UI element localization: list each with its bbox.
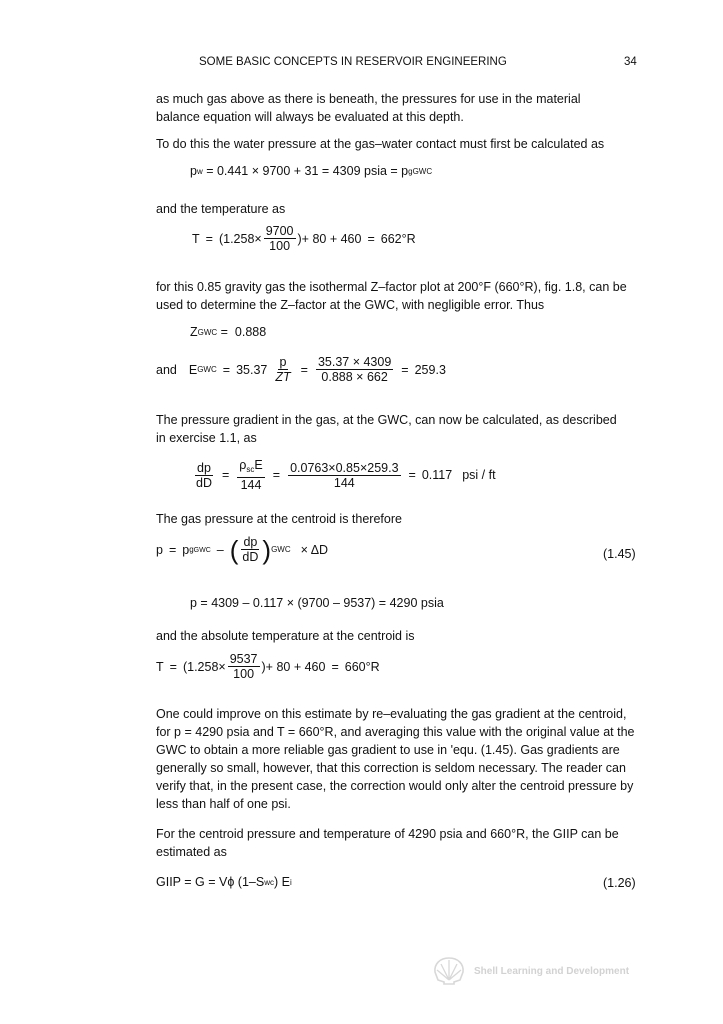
paragraph: and the absolute temperature at the centroid is: [156, 629, 415, 643]
paragraph: The gas pressure at the centroid is therefore: [156, 512, 402, 526]
brand-text: Shell Learning and Development: [474, 965, 630, 977]
paragraph: The pressure gradient in the gas, at the GWC, can now be calculated, as described in exercise 1.1, as: [156, 413, 617, 445]
equation-z-factor: Z GWC = 0.888: [190, 325, 267, 339]
equation-label: (1.45): [603, 547, 636, 561]
right-paren: ): [262, 534, 272, 565]
equation-expansion-factor: and E GWC = 35.37 $\frac{p}{ZT}$ = $\frac{35.37 \times 4309}{0.888 \times 662}$ = 259.3: [156, 355, 446, 384]
left-paren: (: [229, 534, 239, 565]
footer-brand: [432, 956, 629, 986]
paragraph: One could improve on this estimate by re–evaluating the gas gradient at the centroid, for p = 4290 psia and T = 660°R, and averaging this value with the original value at the GWC to obtain a more reliable gas gradient to use in 'equ. (1.45). Gas gradients are generally so small, however, that this correction is seldom necessary. The reader can verify that, in the present case, the correction would only alter the centroid pressure by less than half of one psi.: [156, 707, 635, 811]
equation-centroid-pressure: p = p gGWC – ( $\frac{dp}{dD}$ ) GWC × ΔD: [156, 534, 329, 565]
paragraph: for this 0.85 gravity gas the isothermal Z–factor plot at 200°F (660°R), fig. 1.8, can be used to determine the Z–factor at the GWC, with negligible error. Thus: [156, 280, 627, 312]
equation-label: (1.26): [603, 876, 636, 890]
equation-giip: GIIP = G = Vϕ (1–S wc ) E i: [156, 875, 292, 889]
paragraph: To do this the water pressure at the gas–water contact must first be calculated as: [156, 137, 605, 151]
equation-gas-gradient: $\frac{dp}{dD}$ = $\frac{\rho_{sc}E}{144}$ = $\frac{0.0763\times 0.85\times 259.3}{144}$ = 0.117 psi / ft: [196, 458, 496, 492]
equation-pw: p w = 0.441 × 9700 + 31 = 4309 psia = p gGWC: [190, 164, 433, 178]
paragraph: For the centroid pressure and temperature of 4290 psia and 660°R, the GIIP can be estimated as: [156, 827, 619, 859]
equation-temperature-centroid: T = (1.258× $\frac{9537}{100}$ )+ 80 + 460 = 660°R: [156, 652, 380, 681]
shell-logo-icon: [432, 956, 466, 986]
paragraph: as much gas above as there is beneath, the pressures for use in the material balance equation will always be evaluated at this depth.: [156, 92, 581, 124]
equation-centroid-calc: p = 4309 – 0.117 × (9700 – 9537) = 4290 psia: [190, 596, 444, 610]
paragraph: and the temperature as: [156, 202, 286, 216]
equation-temperature-gwc: T = (1.258× $\frac{9700}{100}$ )+ 80 + 460 = 662°R: [192, 224, 416, 253]
page-number: 34: [624, 56, 637, 68]
running-header: SOME BASIC CONCEPTS IN RESERVOIR ENGINEERING: [199, 56, 507, 68]
